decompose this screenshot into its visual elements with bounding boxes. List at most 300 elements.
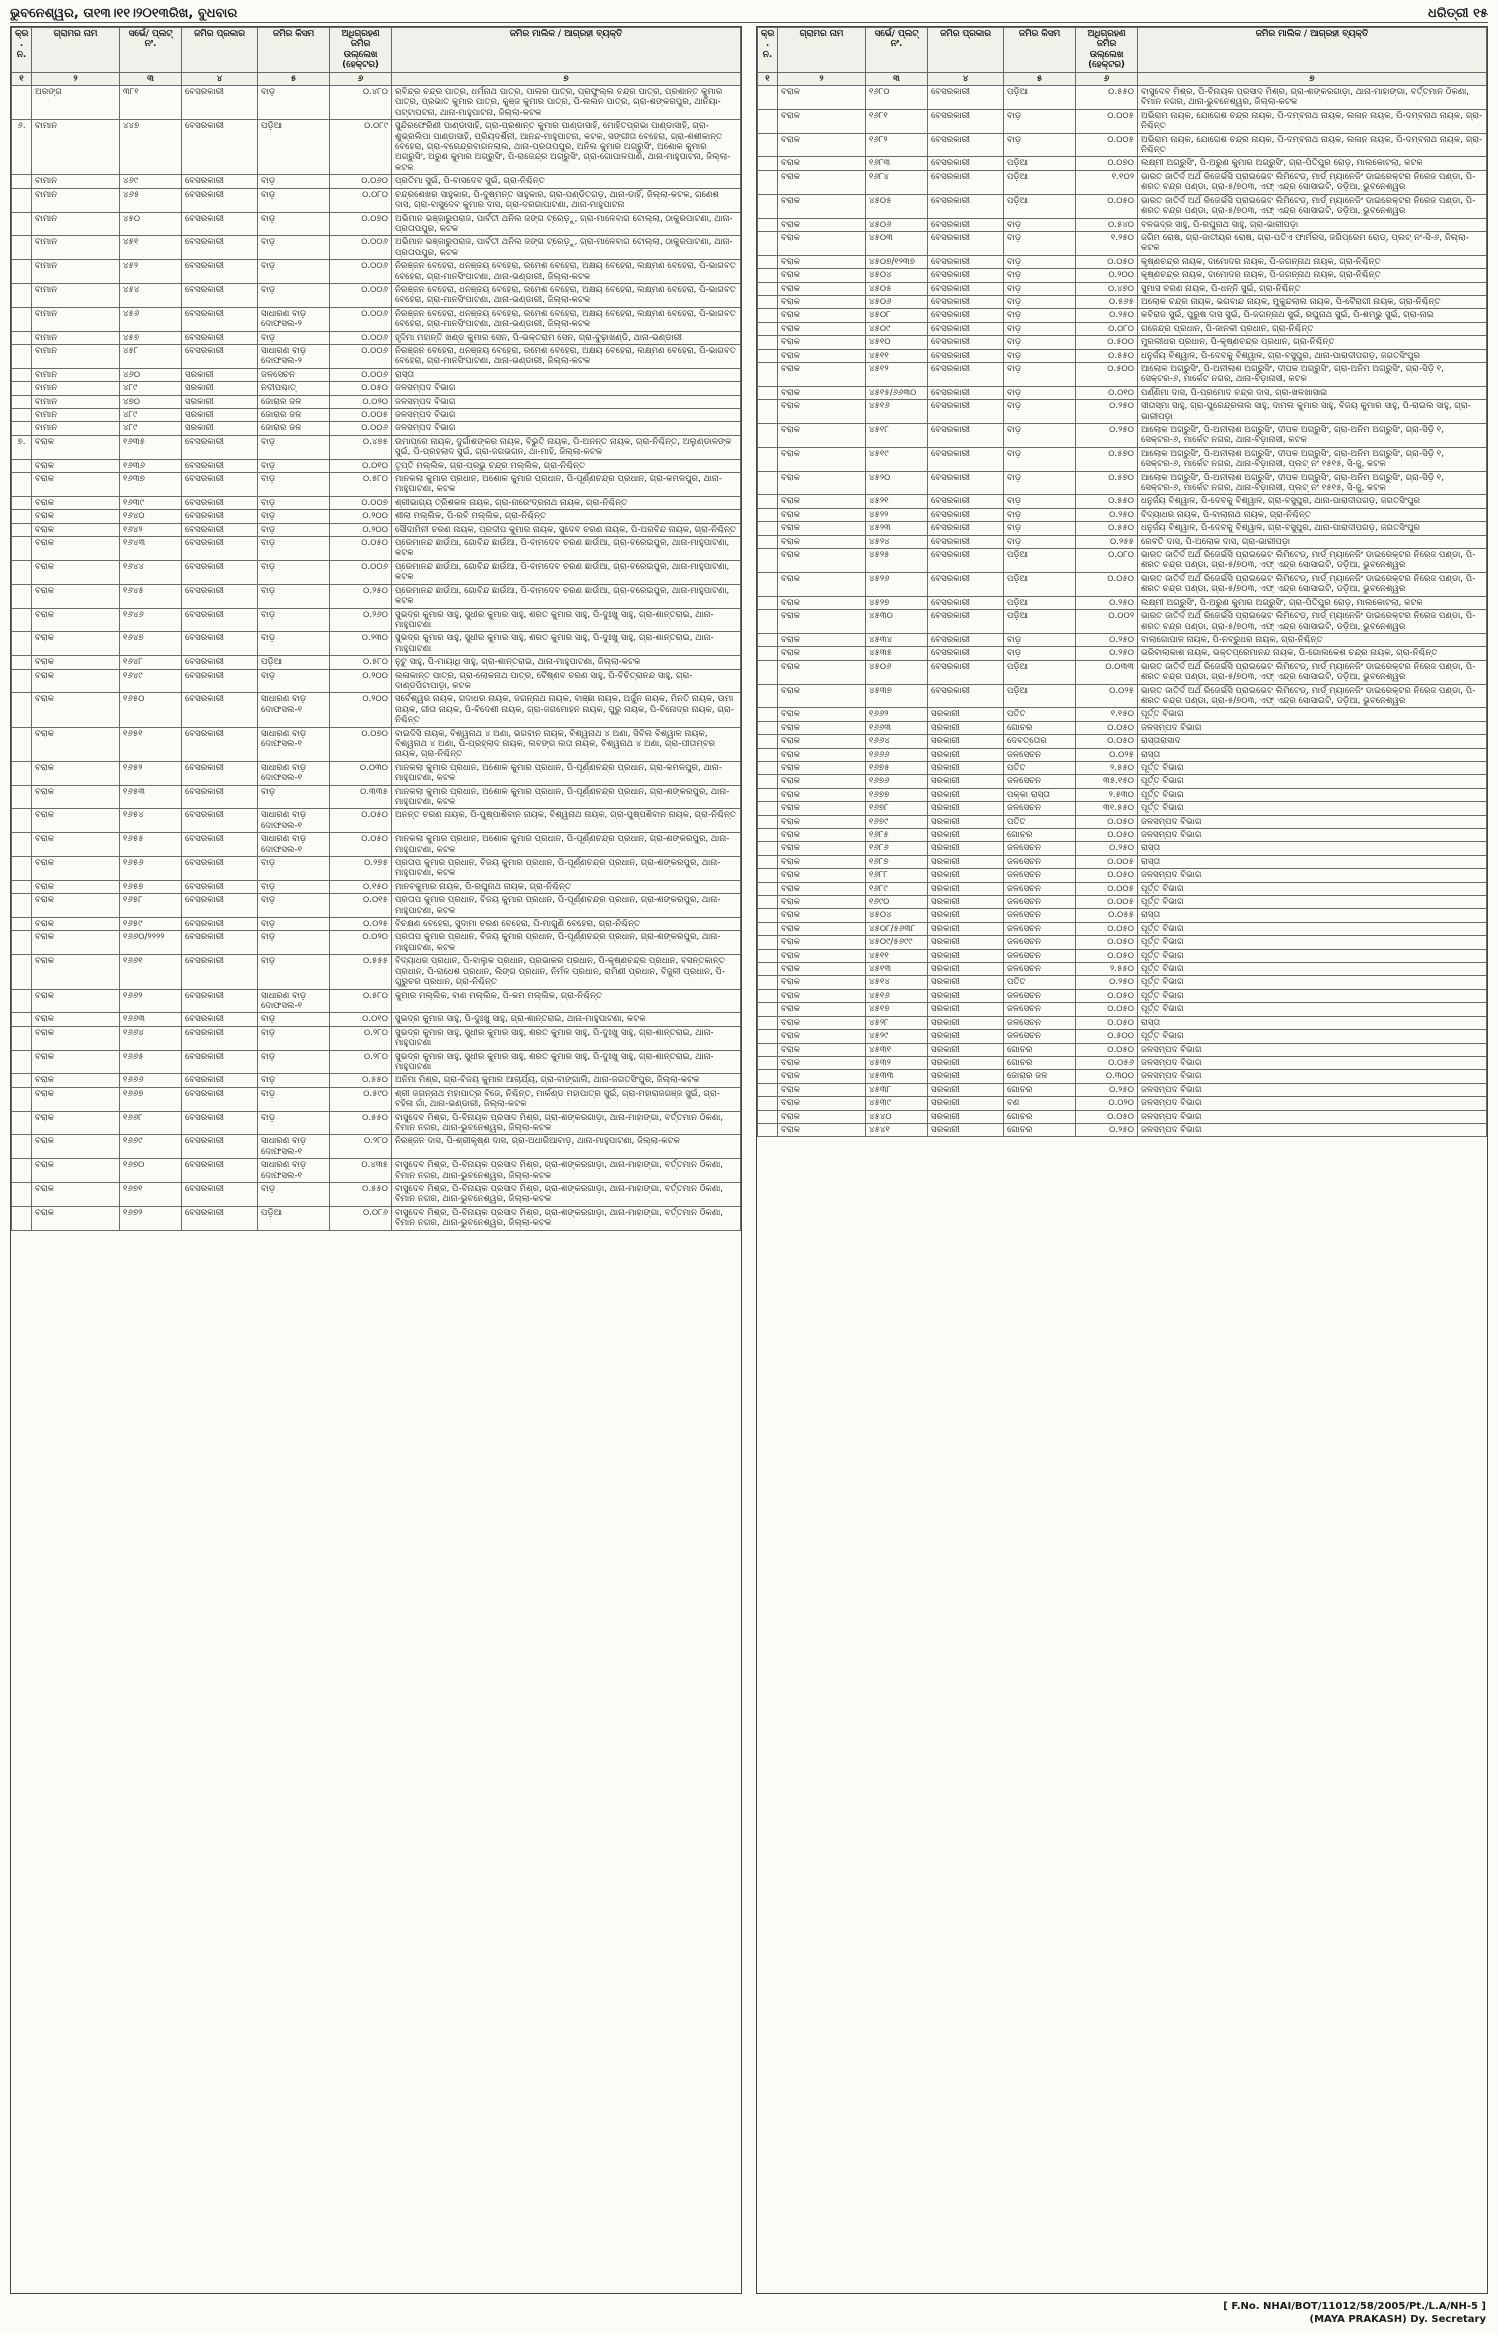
owner-cell: ବାସୁଦେବ ମିଶ୍ର, ପି-ବିନାୟକ ପ୍ରସାଦ ମିଶ୍ର, ଗ୍ରା-ଶଙ୍କରଗାଡ଼ା, ଥାନା-ମାହାଙ୍ଗା, ବର୍ତ୍ତମାନ ଠିକଣା, ବିମାନ ନଗର, ଥାନା-ଭୁବନେଶ୍ୱର, ଜିଲ୍ଲା-କଟକ bbox=[392, 1206, 741, 1230]
kisam-cell: ଜଳସେଚନ bbox=[1004, 963, 1076, 976]
owner-cell: ବିଦ୍ୟାଧର ନାୟକ, ପି-ବାଲାନାଥ ନାୟକ, ଗ୍ରା-ନିଶ୍ଚିନ୍ତ bbox=[1138, 508, 1487, 521]
village-cell: ବରାକ bbox=[32, 459, 120, 472]
plot-cell: ୪୫୩୯ bbox=[866, 1097, 928, 1110]
owner-cell: ଭାରତ ଜାତିର୍ଦ ଅର୍ଥ ରିଜେର୍ଭସି ପ୍ରାଇଭେଟ ଲିମିଟେଡ୍, ମାର୍ଡ୍ ମ୍ୟାନେଜିଂ ଡାଇରେକ୍ଟର ନିରେଜ ପଣ୍ଡା, ପି-ଶରତ ଚନ୍ଦ୍ର ପଣ୍ଡା, ଗ୍ରା-୫/୭୦୩, ଏଫ୍ ଏନ୍ଦ୍ର ସୋସାଇଟି, ଡଡ଼ିଆ, ଭୁବନେଶ୍ୱର bbox=[1138, 660, 1487, 684]
col-kisam-number: ୫ bbox=[1004, 72, 1076, 85]
land-type-cell: ବେସରକାରୀ bbox=[182, 86, 258, 120]
land-type-cell: ବେସରକାରୀ bbox=[182, 918, 258, 931]
area-cell: ୦.୨୦୦ bbox=[1076, 269, 1138, 282]
village-cell: ବରାକ bbox=[778, 194, 866, 218]
serial-cell bbox=[758, 495, 778, 508]
kisam-cell: ବାଡ଼ bbox=[258, 212, 330, 236]
owner-cell: ଅଭିରାମ ନାୟକ, ଯୋଗେଶ ଚନ୍ଦ୍ର ନାୟକ, ପି-ଦମ୍ବନାଥ ନାୟକ, ଲଳାନ ନାୟକ, ପି-ଦମ୍ବନାଥ ନାୟକ, ଗ୍ରା-ନିଶ୍ଚିନ୍ତ bbox=[1138, 133, 1487, 157]
land-type-cell: ବେସରକାରୀ bbox=[182, 260, 258, 284]
serial-cell: ୭. bbox=[12, 435, 32, 459]
serial-cell bbox=[12, 1074, 32, 1087]
village-cell: ବରାକ bbox=[778, 322, 866, 335]
owner-cell: ଅଭିମାନ ଭଞ୍ଜାରୁପରାଜ, ପାର୍ବତୀ ଥନିଲ ଜଙ୍ଗ ଟ୍ରେଡ଼ୁ, ଗ୍ରା-ମାଳେବାଗ ଟୋଲ୍ଲା, ଠାକୁରପାଟଣା, ଥାନା-ପ୍ରତାପପୁର, କଟକ bbox=[392, 212, 741, 236]
serial-cell bbox=[758, 508, 778, 521]
area-cell: ୦.୨୮୦ bbox=[330, 1050, 392, 1074]
land-type-cell: ବେସରକାରୀ bbox=[182, 669, 258, 693]
serial-cell bbox=[12, 785, 32, 809]
owner-cell: ସୁଭଦ୍ର କୁମାର ସାହୁ, ସୁଧୀର କୁମାର ସାହୁ, ଶରତ କୁମାର ସାହୁ, ପି-ଦୁଃଖୁ ସାହୁ, ଗ୍ରା-ଶାନ୍ତରାଇ, ଥାନା-ମାହୁପାଟଣା bbox=[392, 1026, 741, 1050]
owner-cell: ମାନକଲା କୁମାର ପ୍ରଧାନ, ଅଶୋକ କୁମାର ପ୍ରଧାନ, ପି-ପୂର୍ଣ୍ଣଚନ୍ଦ୍ର ପ୍ରଧାନ, ଗ୍ରା-ଶଙ୍କରପୁର, ଥାନା-ମାହୁପାଟଣା, କଟକ bbox=[392, 833, 741, 857]
owner-cell: ନିରଞ୍ଜନ ବେହେରା, ଧନଞ୍ଜୟ ବେହେରା, ରମେଶ ବେହେରା, ଅକ୍ଷୟ ବେହେରା, ଲକ୍ଷ୍ମଣ ବେହେରା, ପି-ଭାଗବତ ବେହେରା, ଗ୍ରା-ମାନସିଂପାଟଣା, ଥାନା-ଭଣ୍ଡାରୀ, ଜିଲ୍ଲା-କଟକ bbox=[392, 344, 741, 368]
land-type-cell: ବେସରକାରୀ bbox=[182, 120, 258, 175]
area-cell: ୦.୦୫୦ bbox=[1076, 922, 1138, 935]
col-plot-header: ସର୍ଭେ/ ପ୍ଲଟ୍ ନଂ. bbox=[120, 28, 182, 73]
serial-cell bbox=[758, 1110, 778, 1123]
kisam-cell: ଗୋଚର bbox=[1004, 1043, 1076, 1056]
plot-cell: ୪୫୩୮ bbox=[866, 1083, 928, 1096]
land-type-cell: ବେସରକାରୀ bbox=[928, 336, 1004, 349]
kisam-cell: ବାଡ଼ bbox=[258, 894, 330, 918]
area-cell: ୦.୦୧୦ bbox=[330, 459, 392, 472]
table-row bbox=[758, 963, 1487, 976]
area-cell: ୦.୫୫୦ bbox=[1076, 522, 1138, 535]
area-cell: ୦.୦୫୦ bbox=[330, 809, 392, 833]
table-row bbox=[758, 788, 1487, 801]
table-row bbox=[12, 307, 741, 331]
table-row bbox=[12, 260, 741, 284]
owner-cell: ଧନୁର୍ଜୟ ବିଶ୍ୱାଳ, ପି-ଦେବକୁ ବିଶ୍ୱାଳ, ଗ୍ରା-ବସୁପୁର, ଥାନା-ପାରାଦୀପଗଡ଼, ଜଗତସିଂପୁର bbox=[1138, 495, 1487, 508]
kisam-cell: ବାଡ଼ bbox=[1004, 336, 1076, 349]
serial-cell bbox=[758, 255, 778, 268]
land-type-cell: ବେସରକାରୀ bbox=[182, 1026, 258, 1050]
area-cell: ୦.୫୬୫ bbox=[1076, 295, 1138, 308]
village-cell: ବରାକ bbox=[778, 255, 866, 268]
village-cell: ବାମାନ bbox=[32, 236, 120, 260]
plot-cell: ୧୬୬୦/୨୨୨୨ bbox=[120, 931, 182, 955]
plot-cell: ୧୬୮୭ bbox=[866, 855, 928, 868]
area-cell: ୧.୧୦୨ bbox=[1076, 170, 1138, 194]
land-type-cell: ସରକାରୀ bbox=[928, 1016, 1004, 1029]
col-village-header: ଗ୍ରାମର ନାମ bbox=[778, 28, 866, 73]
table-row bbox=[12, 857, 741, 881]
owner-cell: ଲକ୍ଷ୍ମୀ ଅଗ୍ରୁସିଂ, ପି-ଅରୁଣ କୁମାର ଅଗ୍ରୁସିଂ, ଗ୍ରା-ପିତିପୁର ରୋଡ଼, ମାଲକୋଟଲା, କଟକ bbox=[1138, 596, 1487, 609]
kisam-cell: ବାଡ଼ bbox=[258, 283, 330, 307]
serial-cell bbox=[12, 1087, 32, 1111]
owner-cell: ବାଲାଗୋପାଳ ନାୟକ, ପି-ନବ୍ରୁଧର ନାୟକ, ଗ୍ରା-ନିଶ୍ଚିନ୍ତ bbox=[1138, 633, 1487, 646]
owner-cell: ପୂର୍ତ୍ତ ବିଭାଗ bbox=[1138, 922, 1487, 935]
area-cell: ୦.୦୦୬ bbox=[330, 344, 392, 368]
serial-cell: ୬. bbox=[12, 120, 32, 175]
owner-cell: ରାସ୍ତା bbox=[1138, 855, 1487, 868]
owner-cell: ସୁମାସ ଚରଣ ନାୟକ, ପି-ଧନ୍ନି ସୁଇଁ, ଗ୍ରା-ନିଶ୍ଚିନ୍ତ bbox=[1138, 282, 1487, 295]
plot-cell: ୪୫୨୯ bbox=[866, 1030, 928, 1043]
land-type-cell: ବେସରକାରୀ bbox=[182, 894, 258, 918]
kisam-cell: ପଡ଼ିଆ bbox=[1004, 549, 1076, 573]
table-row bbox=[758, 447, 1487, 471]
land-type-cell: ବେସରକାରୀ bbox=[182, 693, 258, 727]
owner-cell: ଅଭିମାନ ଭଞ୍ଜାରୁପରାଜ, ପାର୍ବତୀ ଥନିଲ ଜଙ୍ଗ ଟ୍ରେଡ଼ୁ, ଗ୍ରା-ମାଳେବାଗ ଟୋଲ୍ଲା, ଠାକୁରପାଟଣା, ଥାନା-ପ୍ରତାପପୁର, କଟକ bbox=[392, 236, 741, 260]
land-type-cell: ବେସରକାରୀ bbox=[182, 1135, 258, 1159]
serial-cell bbox=[758, 1097, 778, 1110]
village-cell: ବରାକ bbox=[778, 386, 866, 399]
plot-cell: ୧୬୪୬ bbox=[120, 608, 182, 632]
village-cell: ବରାକ bbox=[32, 473, 120, 497]
kisam-cell: ବାଡ଼ bbox=[1004, 309, 1076, 322]
village-cell: ବାମାନ bbox=[32, 409, 120, 422]
land-type-cell: ବେସରକାରୀ bbox=[182, 632, 258, 656]
owner-cell: ସୁଭଦ୍ର କୁମାର ସାହୁ, ସୁଧୀର କୁମାର ସାହୁ, ଶରତ କୁମାର ସାହୁ, ପି-ଦୁଃଖୁ ସାହୁ, ଗ୍ରା-ଶାନ୍ତରାଇ, ଥାନା-ମାହୁପାଟଣା bbox=[392, 608, 741, 632]
owner-cell: ଜଳସମ୍ପଦ ବିଭାଗ bbox=[392, 382, 741, 395]
col-land-type-header: ଜମିର ପ୍ରକାର bbox=[928, 28, 1004, 73]
serial-cell bbox=[758, 336, 778, 349]
plot-cell: ୧୬୭୯ bbox=[866, 815, 928, 828]
table-row bbox=[12, 331, 741, 344]
table-row bbox=[12, 1183, 741, 1207]
serial-cell bbox=[12, 307, 32, 331]
owner-cell: ଧନୁର୍ଜୟ ବିଶ୍ୱାଳ, ପି-ଦେବକୁ ବିଶ୍ୱାଳ, ଗ୍ରା-ବସୁପୁର, ଥାନା-ପାରାଦୀପଗଡ଼, ଜଗତସିଂପୁର bbox=[1138, 522, 1487, 535]
table-row bbox=[758, 802, 1487, 815]
plot-cell: ୧୬୮୬ bbox=[866, 842, 928, 855]
area-cell: ୦.୫୫୫ bbox=[330, 955, 392, 989]
kisam-cell: ଗୋଚର bbox=[1004, 1083, 1076, 1096]
land-table-left bbox=[11, 27, 741, 1231]
serial-cell bbox=[758, 721, 778, 734]
table-row bbox=[12, 1111, 741, 1135]
kisam-cell: ପଡ଼ିଆ bbox=[1004, 572, 1076, 596]
village-cell: ବରାକ bbox=[778, 471, 866, 495]
land-type-cell: ସରକାରୀ bbox=[182, 382, 258, 395]
plot-cell: ୧୬୭୧ bbox=[120, 1183, 182, 1207]
serial-cell bbox=[12, 523, 32, 536]
table-row bbox=[758, 896, 1487, 909]
area-cell: ୦.୦୫୦ bbox=[1076, 815, 1138, 828]
table-row bbox=[12, 918, 741, 931]
plot-cell: ୪୫୦୫ bbox=[866, 194, 928, 218]
kisam-cell: ବାଡ଼ bbox=[1004, 508, 1076, 521]
land-type-cell: ସରକାରୀ bbox=[928, 1030, 1004, 1043]
table-row bbox=[12, 989, 741, 1013]
kisam-cell: ବାଡ଼ bbox=[1004, 522, 1076, 535]
area-cell: ୦.୦୦୫ bbox=[1076, 882, 1138, 895]
village-cell: ବରାକ bbox=[32, 761, 120, 785]
serial-cell bbox=[758, 735, 778, 748]
area-cell: ୧.୨୫୦ bbox=[1076, 231, 1138, 255]
owner-cell: ହୃଦିମା ମହାନ୍ତି ଖଣ୍ଡ କୁମାର ସେନ, ପି-ଭକ୍ତରାମ ସେନ, ଗ୍ରା-ବୁଢ଼ାଖଣ୍ଡି, ଥାନା-ଭଣ୍ଡାରୀ bbox=[392, 331, 741, 344]
area-cell: ୦.୨୦୦ bbox=[330, 510, 392, 523]
serial-cell bbox=[12, 809, 32, 833]
kisam-cell: ବାଡ଼ bbox=[1004, 535, 1076, 548]
village-cell: ବରାକ bbox=[778, 1003, 866, 1016]
table-header-row bbox=[758, 28, 1487, 73]
notice-footer bbox=[1223, 2300, 1486, 2326]
area-cell: ୦.୦୨୫ bbox=[330, 918, 392, 931]
table-row bbox=[758, 761, 1487, 774]
area-cell: ୦.୫୦୦ bbox=[1076, 336, 1138, 349]
kisam-cell: ଗୋଚର bbox=[1004, 1110, 1076, 1123]
serial-cell bbox=[12, 422, 32, 435]
kisam-cell: ବାଡ଼ bbox=[258, 510, 330, 523]
table-row bbox=[758, 1030, 1487, 1043]
land-type-cell: ବେସରକାରୀ bbox=[928, 157, 1004, 170]
village-cell: ବରାକ bbox=[778, 282, 866, 295]
area-cell: ୦.୫୫୦ bbox=[1076, 349, 1138, 362]
land-type-cell: ସରକାରୀ bbox=[928, 802, 1004, 815]
plot-cell: ୧୬୬୩ bbox=[866, 721, 928, 734]
serial-cell bbox=[758, 322, 778, 335]
kisam-cell: ବାଡ଼ bbox=[258, 1087, 330, 1111]
table-row bbox=[758, 1056, 1487, 1069]
serial-cell bbox=[758, 788, 778, 801]
land-type-cell: ବେସରକାରୀ bbox=[928, 508, 1004, 521]
col-area-number: ୬ bbox=[1076, 72, 1138, 85]
kisam-cell: ବାଡ଼ bbox=[1004, 362, 1076, 386]
serial-cell bbox=[758, 170, 778, 194]
area-cell: ୦.୦୦୬ bbox=[330, 368, 392, 381]
kisam-cell: ଜଳସେଚନ bbox=[1004, 775, 1076, 788]
owner-cell: ପୂର୍ତ୍ତ ବିଭାଗ bbox=[1138, 775, 1487, 788]
serial-cell bbox=[758, 535, 778, 548]
table-row bbox=[758, 869, 1487, 882]
table-row bbox=[758, 282, 1487, 295]
plot-cell: ୧୬୫୯ bbox=[120, 918, 182, 931]
plot-cell: ୪୫୦୬ bbox=[866, 660, 928, 684]
village-cell: ବରାକ bbox=[778, 495, 866, 508]
village-cell: ବରାକ bbox=[778, 424, 866, 448]
plot-cell: ୧୬୭୭ bbox=[866, 788, 928, 801]
kisam-cell: ଜଳସେଚନ bbox=[1004, 909, 1076, 922]
table-row bbox=[758, 1123, 1487, 1136]
serial-cell bbox=[12, 175, 32, 188]
plot-cell: ୪୮୯ bbox=[120, 422, 182, 435]
serial-cell bbox=[12, 1111, 32, 1135]
owner-cell: ଜଳସମ୍ପଦ ବିଭାଗ bbox=[1138, 1056, 1487, 1069]
serial-cell bbox=[758, 660, 778, 684]
village-cell: ବରାକ bbox=[32, 435, 120, 459]
table-row bbox=[12, 523, 741, 536]
kisam-cell: ବାଡ଼ bbox=[258, 918, 330, 931]
kisam-cell: ବାଡ଼ bbox=[258, 857, 330, 881]
village-cell: ବାମାନ bbox=[32, 395, 120, 408]
village-cell: ବରାକ bbox=[778, 309, 866, 322]
village-cell: ବରାକ bbox=[778, 909, 866, 922]
area-cell: ୦.୦୨୫ bbox=[1076, 748, 1138, 761]
area-cell: ୦.୫୫୦ bbox=[330, 1111, 392, 1135]
land-type-cell: ବେସରକାରୀ bbox=[182, 1013, 258, 1026]
plot-cell: ୧୬୪୭ bbox=[120, 632, 182, 656]
page-label: ଧରିତ୍ରୀ ୧୫ bbox=[1427, 5, 1488, 21]
file-reference: [ F.No. NHAI/BOT/11012/58/2005/Pt./L.A/NH-5 ] bbox=[1223, 2301, 1486, 2312]
owner-cell: ପୂର୍ତ୍ତ ବିଭାଗ bbox=[1138, 882, 1487, 895]
table-row bbox=[12, 955, 741, 989]
area-cell: ୦.୦୫୦ bbox=[330, 537, 392, 561]
land-type-cell: ବେସରକାରୀ bbox=[182, 727, 258, 761]
plot-cell: ୧୬୪୦ bbox=[120, 510, 182, 523]
serial-cell bbox=[758, 775, 778, 788]
area-cell: ୦.୦୫୦ bbox=[1076, 1043, 1138, 1056]
kisam-cell: ସାଧାରଣ ବାଡ଼ ଦୋଫସଲ-୧ bbox=[258, 1135, 330, 1159]
land-type-cell: ବେସରକାରୀ bbox=[928, 610, 1004, 634]
owner-cell: କବିରାଜ ସୁଇଁ, ପୁରୁଷ ଦାସ ସୁଇଁ, ପି-ଜଗନ୍ନାଥ ସୁଇଁ, ରଘୁନାଥ ସୁଇଁ, ପି-ଶମ୍ଭୁ ସୁଇଁ, ଗ୍ରା-ନାଇ bbox=[1138, 309, 1487, 322]
table-row bbox=[12, 382, 741, 395]
area-cell: ୦.୦୫୦ bbox=[1076, 255, 1138, 268]
area-cell: ୦.୨୫୦ bbox=[1076, 842, 1138, 855]
table-row bbox=[758, 647, 1487, 660]
area-cell: ୨.୫୫୦ bbox=[1076, 761, 1138, 774]
land-type-cell: ସରକାରୀ bbox=[928, 1003, 1004, 1016]
area-cell: ୦.୫୫୦ bbox=[1076, 86, 1138, 110]
kisam-cell: ବାଡ଼ bbox=[258, 523, 330, 536]
village-cell: ବରାକ bbox=[778, 761, 866, 774]
table-row bbox=[758, 231, 1487, 255]
plot-cell: ୪୫୩୩ bbox=[866, 1070, 928, 1083]
kisam-cell: ବାଡ଼ bbox=[1004, 495, 1076, 508]
area-cell: ୦.୨୩୦ bbox=[330, 632, 392, 656]
land-type-cell: ବେସରକାରୀ bbox=[928, 322, 1004, 335]
land-type-cell: ବେସରକାରୀ bbox=[182, 459, 258, 472]
serial-cell bbox=[758, 133, 778, 157]
serial-cell bbox=[12, 931, 32, 955]
table-row bbox=[758, 522, 1487, 535]
kisam-cell: ବାଡ଼ bbox=[1004, 282, 1076, 295]
plot-cell: ୪୫୩୧ bbox=[866, 1043, 928, 1056]
area-cell: ୦.୨୮୦ bbox=[330, 1026, 392, 1050]
serial-cell bbox=[12, 761, 32, 785]
area-cell: ୦.୦୮୬ bbox=[330, 1206, 392, 1230]
land-type-cell: ବେସରକାରୀ bbox=[928, 362, 1004, 386]
kisam-cell: ପତିତ bbox=[1004, 976, 1076, 989]
owner-cell: ଧନୁର୍ଜୟ ବିଶ୍ୱାଳ, ପି-ଦେବକୁ ବିଶ୍ୱାଳ, ଗ୍ରା-ବସୁପୁର, ଥାନା-ପାରାଦୀପଗଡ଼, ଜଗତସିଂପୁର bbox=[1138, 349, 1487, 362]
owner-cell: ମାନକଲା କୁମାର ପ୍ରଧାନ, ଅଶୋକ କୁମାର ପ୍ରଧାନ, ପି-ପୂର୍ଣ୍ଣଚନ୍ଦ୍ର ପ୍ରଧାନ, ଗ୍ରା-ଶଙ୍କରପୁର, ଥାନା-ମାହୁପାଟଣା, କଟକ bbox=[392, 785, 741, 809]
owner-cell: ଭାରତ ଜାତିର୍ଦ ଅର୍ଥ ରିଜେର୍ଭସି ପ୍ରାଇଭେଟ ଲିମିଟେଡ୍, ମାର୍ଡ୍ ମ୍ୟାନେଜିଂ ଡାଇରେକ୍ଟର ନିରେଜ ପଣ୍ଡା, ପି-ଶରତ ଚନ୍ଦ୍ର ପଣ୍ଡା, ଗ୍ରା-୫/୭୦୩, ଏଫ୍ ଏନ୍ଦ୍ର ସୋସାଇଟି, ଡଡ଼ିଆ, ଭୁବନେଶ୍ୱର bbox=[1138, 684, 1487, 708]
land-type-cell: ବେସରକାରୀ bbox=[928, 349, 1004, 362]
village-cell: ବରାକ bbox=[32, 1159, 120, 1183]
plot-cell: ୪୫୦୬ bbox=[866, 295, 928, 308]
plot-cell: ୧୬୩୫ bbox=[120, 435, 182, 459]
owner-cell: ଭାରତ ଜାତିର୍ଦ ଅର୍ଥ ରିଜେର୍ଭସି ପ୍ରାଇଭେଟ ଲିମିଟେଡ୍, ମାର୍ଡ୍ ମ୍ୟାନେଜିଂ ଡାଇରେକ୍ଟର ନିରେଜ ପଣ୍ଡା, ପି-ଶରତ ଚନ୍ଦ୍ର ପଣ୍ଡା, ଗ୍ରା-୫/୭୦୩, ଏଫ୍ ଏନ୍ଦ୍ର ସୋସାଇଟି, ଡଡ଼ିଆ, ଭୁବନେଶ୍ୱର bbox=[1138, 572, 1487, 596]
table-row bbox=[12, 459, 741, 472]
serial-cell bbox=[758, 922, 778, 935]
serial-cell bbox=[12, 395, 32, 408]
area-cell: ୦.୦୧୫ bbox=[330, 894, 392, 918]
plot-cell: ୪୫୨୩ bbox=[866, 522, 928, 535]
area-cell: ୦.୨୦୦ bbox=[330, 523, 392, 536]
kisam-cell: ପତିତ bbox=[1004, 815, 1076, 828]
area-cell: ୦.୨୫୦ bbox=[1076, 647, 1138, 660]
land-type-cell: ସରକାରୀ bbox=[928, 748, 1004, 761]
owner-cell: ବିଦ୍ୟାଧର ପ୍ରଧାନ, ପି-ବାଲୁକ ପ୍ରଧାନ, ପ୍ରଭାକର ପ୍ରଧାନ, ପି-କୃଷ୍ଣଚନ୍ଦ୍ର ପ୍ରଧାନ, ବସନ୍ତକାନ୍ତ ପ୍ରଧାନ, ପି-ରାଧେଶ ପ୍ରଧାନ, ଲିଙ୍ଗ ପ୍ରଧାନ, ନିର୍ମଳ ପ୍ରଧାନ, ରାମିଣୀ ପ୍ରଧାନ, ବିଜୁଳୀ ପ୍ରଧାନ, ପି-ଗୁରୁଚର ପ୍ରଧାନ, ଗ୍ରା-ନିଶ୍ଚିନ୍ତ bbox=[392, 955, 741, 989]
table-row bbox=[758, 829, 1487, 842]
land-type-cell: ବେସରକାରୀ bbox=[928, 109, 1004, 133]
owner-cell: ନିରଞ୍ଜନ ବେହେରା, ଧନଞ୍ଜୟ ବେହେରା, ରମେଶ ବେହେରା, ଅକ୍ଷୟ ବେହେରା, ଲକ୍ଷ୍ମଣ ବେହେରା, ପି-ଭାଗବତ ବେହେରା, ଗ୍ରା-ମାନସିଂପାଟଣା, ଥାନା-ଭଣ୍ଡାରୀ, ଜିଲ୍ଲା-କଟକ bbox=[392, 307, 741, 331]
area-cell: ୦.୦୦୫ bbox=[1076, 133, 1138, 157]
land-type-cell: ବେସରକାରୀ bbox=[182, 955, 258, 989]
village-cell: ବରାକ bbox=[32, 1026, 120, 1050]
plot-cell: ୪୫୧୧ bbox=[866, 349, 928, 362]
land-type-cell: ବେସରକାରୀ bbox=[928, 660, 1004, 684]
area-cell: ୩୧.୫୫୦ bbox=[1076, 802, 1138, 815]
serial-cell bbox=[758, 1056, 778, 1069]
plot-cell: ୪୫୨ bbox=[120, 260, 182, 284]
page-header bbox=[10, 4, 1488, 23]
area-cell: ୨.୫୩୦ bbox=[1076, 788, 1138, 801]
owner-cell: ସୌଦାମିନୀ ଚରଣ ନାୟକ, ପ୍ରଦୀପ କୁମାର ନାୟକ, ସୁଦେବ ଚରଣ ନାୟକ, ପି-ଅରବିନ୍ଦ ନାୟକ, ଗ୍ରା-ନିଶ୍ଚିନ୍ତ bbox=[392, 523, 741, 536]
kisam-cell: ସାଧାରଣ ବାଡ଼ ଦୋଫସଲ-୨ bbox=[258, 344, 330, 368]
area-cell: ୦.୦୦୫ bbox=[330, 409, 392, 422]
village-cell: ବରାକ bbox=[32, 560, 120, 584]
village-cell: ବରାକ bbox=[778, 1043, 866, 1056]
plot-cell: ୧୬୮୪ bbox=[866, 170, 928, 194]
serial-cell bbox=[758, 572, 778, 596]
plot-cell: ୧୬୫୧ bbox=[120, 727, 182, 761]
plot-cell: ୧୬୫୭ bbox=[120, 880, 182, 893]
land-type-cell: ବେସରକାରୀ bbox=[182, 560, 258, 584]
kisam-cell: ବାଡ଼ bbox=[258, 435, 330, 459]
kisam-cell: ସାଧାରଣ ବାଡ଼ ଦୋଫସଲ-୧ bbox=[258, 809, 330, 833]
area-cell: ୦.୦୫୦ bbox=[1076, 829, 1138, 842]
table-row bbox=[12, 212, 741, 236]
table-row bbox=[758, 721, 1487, 734]
village-cell: ବରାକ bbox=[778, 218, 866, 231]
owner-cell: ତୃପ୍ତି ମଲ୍ଲିକ, ଗ୍ରା-ପ୍ରଭୁ ଚନ୍ଦ୍ର ମଲ୍ଲିକ, ଗ୍ରା-ନିଶ୍ଚିନ୍ତ bbox=[392, 459, 741, 472]
serial-cell bbox=[758, 1070, 778, 1083]
kisam-cell: ଜଳସେଚନ bbox=[1004, 949, 1076, 962]
land-type-cell: ବେସରକାରୀ bbox=[928, 647, 1004, 660]
owner-cell: ପୂର୍ତ୍ତ ବିଭାଗ bbox=[1138, 708, 1487, 721]
land-type-cell: ବେସରକାରୀ bbox=[928, 170, 1004, 194]
owner-cell: ଭାରତ ଜାତିର୍ଦ ଅର୍ଥ ରିଜେର୍ଭସି ପ୍ରାଇଭେଟ ଲିମିଟେଡ୍, ମାର୍ଡ୍ ମ୍ୟାନେଜିଂ ଡାଇରେକ୍ଟର ନିରେଜ ପଣ୍ଡା, ପି-ଶରତ ଚନ୍ଦ୍ର ପଣ୍ଡା, ଗ୍ରା-୫/୭୦୩, ଏଫ୍ ଏନ୍ଦ୍ର ସୋସାଇଟି, ଡଡ଼ିଆ, ଭୁବନେଶ୍ୱର bbox=[1138, 549, 1487, 573]
village-cell: ବରାକ bbox=[32, 1074, 120, 1087]
owner-cell: ଜଳସମ୍ପଦ ବିଭାଗ bbox=[1138, 1123, 1487, 1136]
area-cell: ୦.୦୭୦ bbox=[330, 212, 392, 236]
plot-cell: ୧୬୮୮ bbox=[866, 869, 928, 882]
serial-cell bbox=[12, 989, 32, 1013]
serial-cell bbox=[758, 549, 778, 573]
owner-cell: ଜଳସମ୍ପଦ ବିଭାଗ bbox=[1138, 829, 1487, 842]
table-row bbox=[12, 632, 741, 656]
land-type-cell: ସରକାରୀ bbox=[928, 815, 1004, 828]
table-row bbox=[12, 809, 741, 833]
plot-cell: ୪୫୩୦ bbox=[866, 610, 928, 634]
village-cell: ବରାକ bbox=[778, 1016, 866, 1029]
land-type-cell: ସରକାରୀ bbox=[928, 775, 1004, 788]
table-row bbox=[12, 120, 741, 175]
owner-cell: ପ୍ରତାପ କୁମାର ପ୍ରଧାନ, ବିଜୟ କୁମାର ପ୍ରଧାନ, ପି-ପୂର୍ଣ୍ଣଚନ୍ଦ୍ର ପ୍ରଧାନ, ଗ୍ରା-ଶଙ୍କରପୁର, ଥାନା-ମାହୁପାଟଣା, କଟକ bbox=[392, 931, 741, 955]
kisam-cell: ଦେବତ୍ତୋର bbox=[1004, 735, 1076, 748]
village-cell: ବରାକ bbox=[778, 1056, 866, 1069]
table-row bbox=[12, 1074, 741, 1087]
kisam-cell: ବାଡ଼ bbox=[1004, 633, 1076, 646]
land-type-cell: ବେସରକାରୀ bbox=[928, 549, 1004, 573]
plot-cell: ୧୬୫୫ bbox=[120, 833, 182, 857]
area-cell: ୦.୦୦୬ bbox=[330, 307, 392, 331]
kisam-cell: ବାଡ଼ bbox=[258, 584, 330, 608]
table-row bbox=[758, 549, 1487, 573]
plot-cell: ୪୬୯ bbox=[120, 175, 182, 188]
land-type-cell: ବେସରକାରୀ bbox=[182, 1087, 258, 1111]
table-row bbox=[758, 596, 1487, 609]
area-cell: ୦.୪୭୫ bbox=[330, 435, 392, 459]
table-row bbox=[12, 1026, 741, 1050]
owner-cell: ରେବତି ଦାସ, ପି-ଅଲୋକ ଦାସ, ଗ୍ରା-ଭାରୀପଡ଼ା bbox=[1138, 535, 1487, 548]
serial-cell bbox=[12, 880, 32, 893]
serial-cell bbox=[758, 218, 778, 231]
land-type-cell: ବେସରକାରୀ bbox=[182, 1206, 258, 1230]
land-type-cell: ବେସରକାରୀ bbox=[182, 236, 258, 260]
kisam-cell: ଜଳସେଚନ bbox=[1004, 802, 1076, 815]
plot-cell: ୪୫୮ bbox=[120, 344, 182, 368]
owner-cell: ଗଜେନ୍ଦ୍ର ପ୍ରଧାନ, ପି-ଜାନକୀ ପ୍ରଧାନ, ଗ୍ରା-ନିଶ୍ଚିନ୍ତ bbox=[1138, 322, 1487, 335]
area-cell: ୦.୧୫୦ bbox=[330, 880, 392, 893]
land-type-cell: ସରକାରୀ bbox=[928, 761, 1004, 774]
table-row bbox=[758, 1110, 1487, 1123]
land-type-cell: ବେସରକାରୀ bbox=[182, 857, 258, 881]
col-owner-header: ଜମିର ମାଲିକ / ଆଗ୍ରହୀ ବ୍ୟକ୍ତି bbox=[1138, 28, 1487, 73]
serial-cell bbox=[12, 669, 32, 693]
